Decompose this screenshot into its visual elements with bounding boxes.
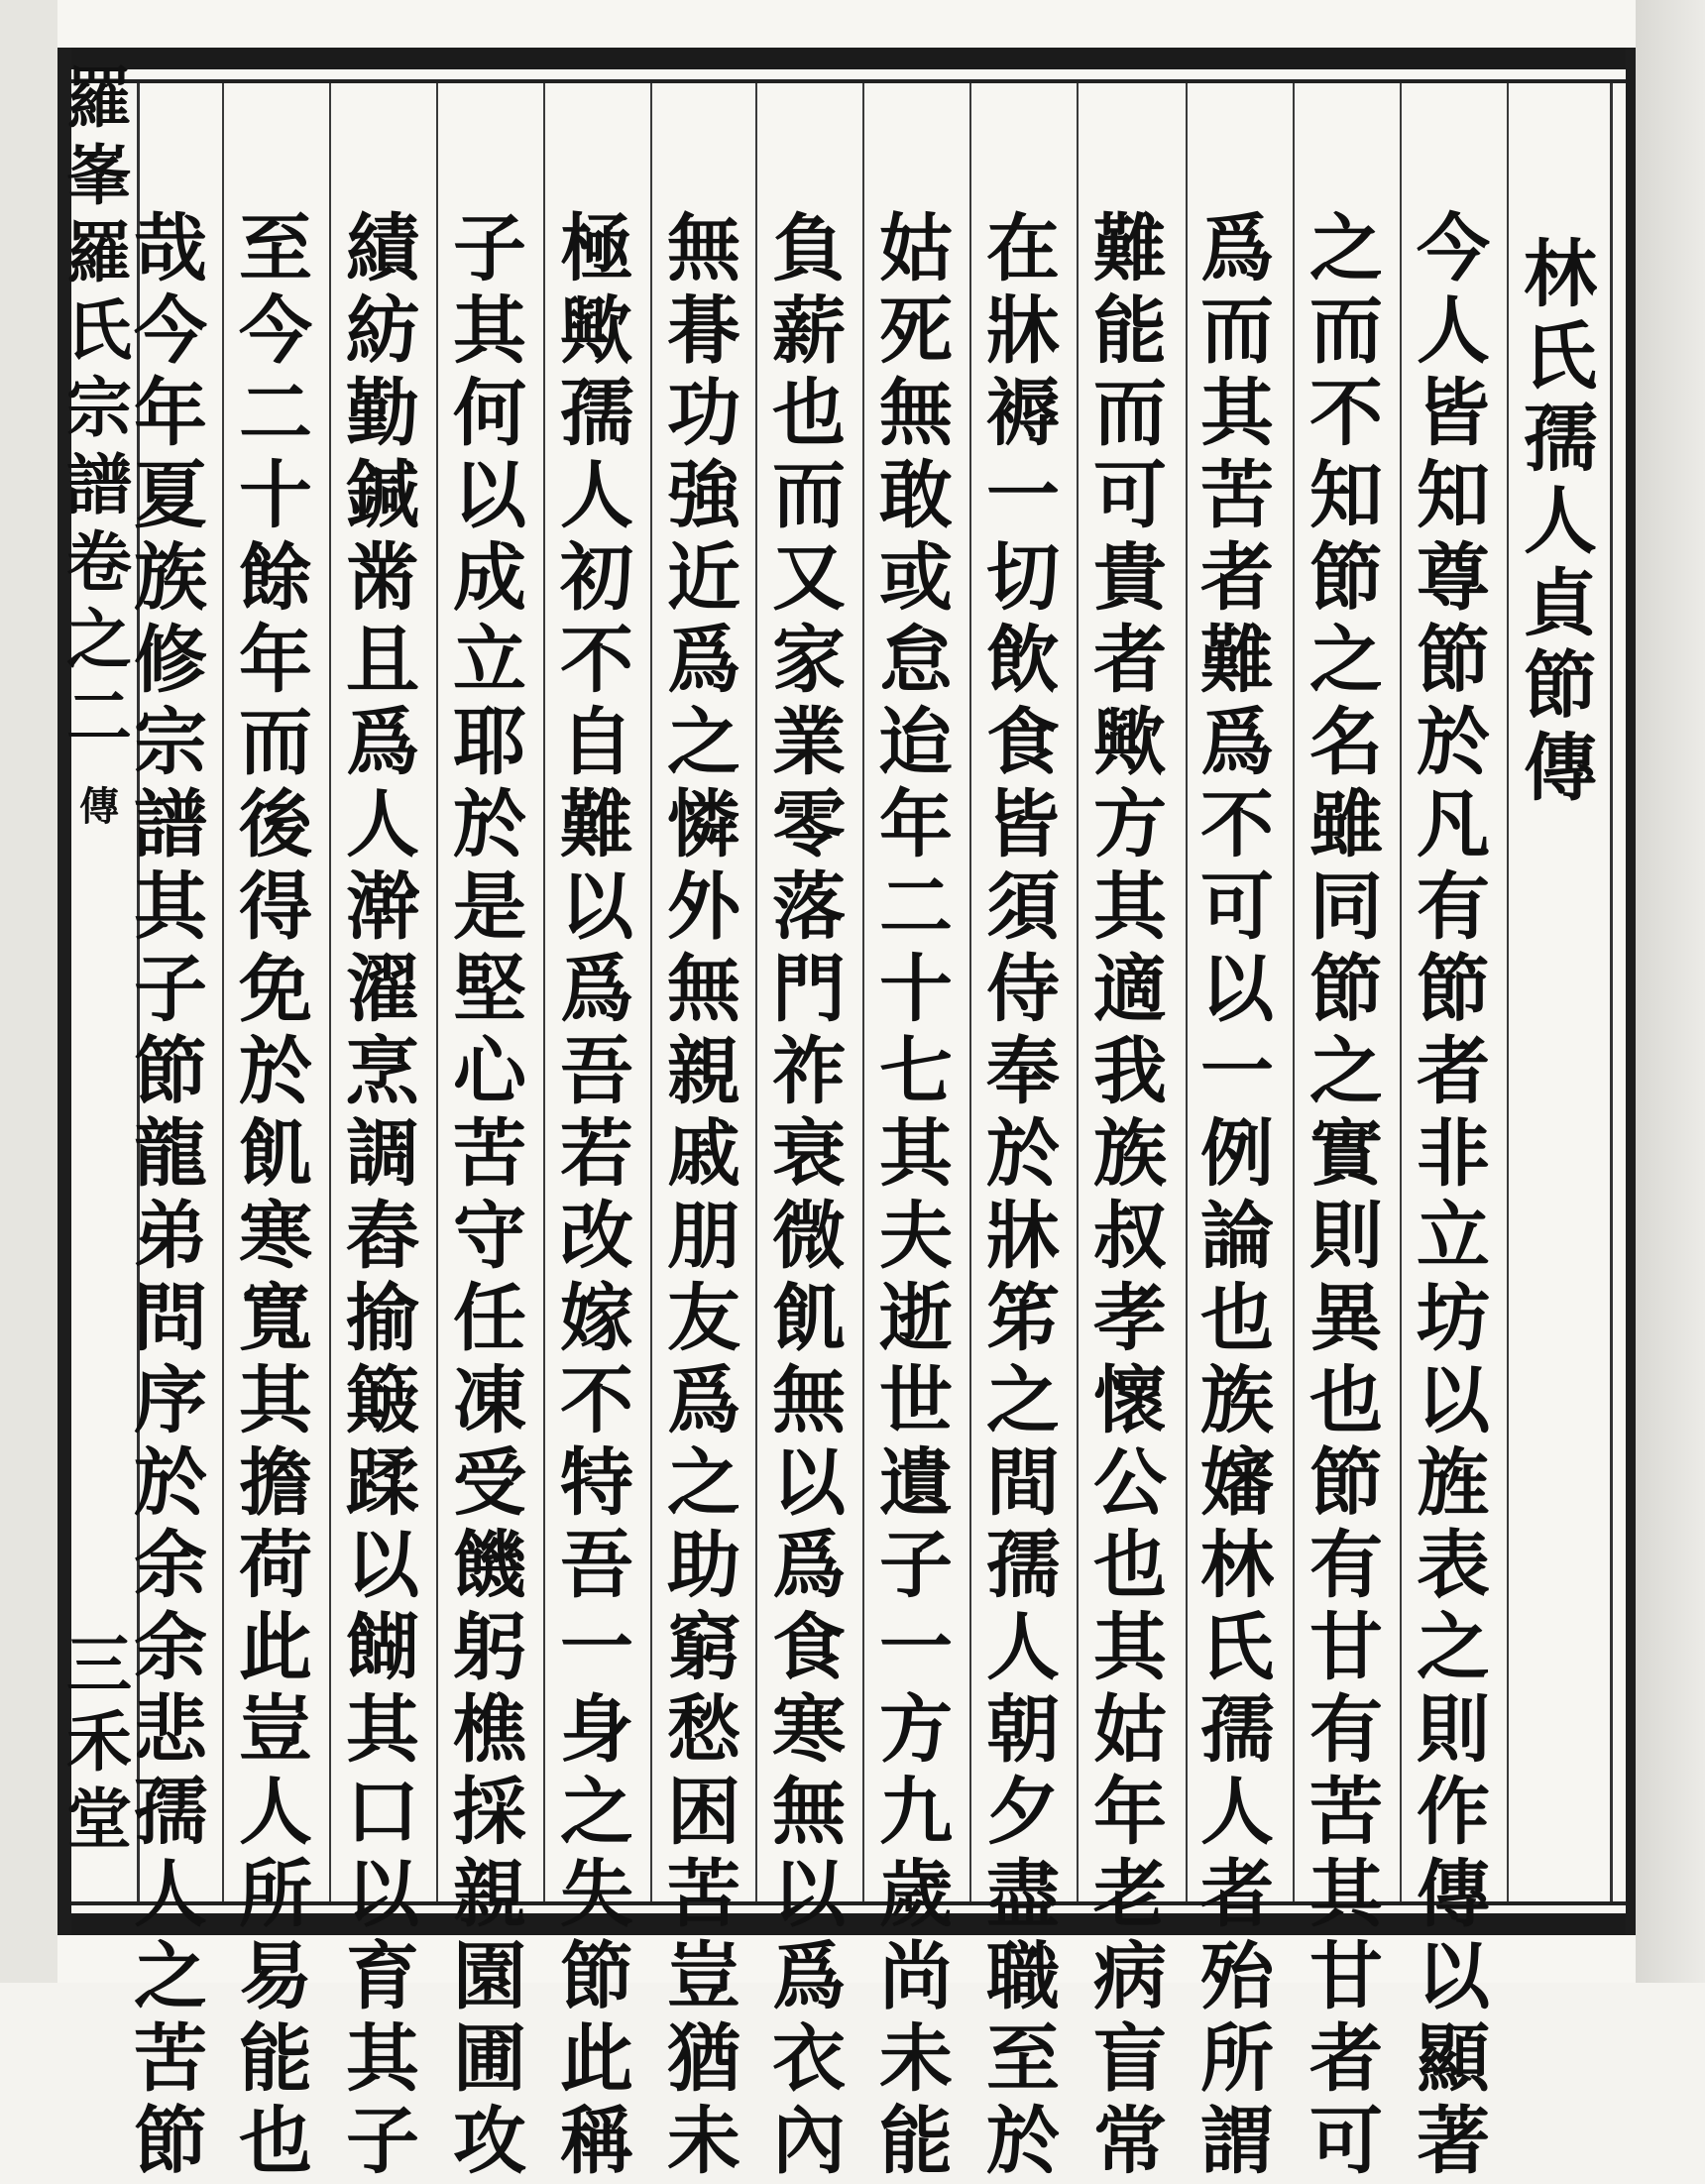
text-column: 今 人 皆 知 尊 節 於 凡 有 節 者 非 立 坊 以 旌 表 之 則 作 傳 以 顯 著: [1417, 206, 1490, 2184]
right-paper-edge: [1636, 0, 1705, 1983]
column-divider: [1400, 83, 1402, 1901]
text-column: 負 薪 也 而 又 家 業 零 落 門 祚 衰 微 飢 無 以 爲 食 寒 無 以 爲 衣 內: [772, 206, 846, 2184]
text-column: 哉 今 年 夏 族 修 宗 譜 其 子 節 龍 弟 問 序 於 余 余 悲 孺 人 之 苦 節: [134, 206, 207, 2184]
text-column: 無 朞 功 強 近 爲 之 憐 外 無 親 戚 朋 友 爲 之 助 窮 愁 困 苦 豈 猶 未: [667, 206, 740, 2184]
margin-book-title: 羅 峯 羅 氏 宗 譜 卷 之 二: [66, 59, 132, 755]
margin-hall-name: 三 禾 堂: [66, 1626, 132, 1858]
column-divider: [1293, 83, 1295, 1901]
column-divider: [650, 83, 652, 1901]
column-divider: [436, 83, 438, 1901]
text-column: 爲 而 其 苦 者 難 爲 不 可 以 一 例 論 也 族 嬸 林 氏 孺 人 者 殆 所 謂: [1200, 206, 1274, 2184]
frame-top-border: [69, 48, 1634, 69]
margin-section-label: 傳: [79, 783, 119, 830]
text-column: 在 牀 褥 一 切 飲 食 皆 須 侍 奉 於 牀 笫 之 間 孺 人 朝 夕 盡 職 至 於: [986, 206, 1060, 2184]
column-divider: [969, 83, 971, 1901]
text-column: 至 今 二 十 餘 年 而 後 得 免 於 飢 寒 寬 其 擔 荷 此 豈 人 所 易 能 也: [239, 206, 312, 2184]
column-divider: [543, 83, 545, 1901]
column-divider: [329, 83, 331, 1901]
frame-right-inner-line: [1610, 83, 1613, 1901]
left-paper-edge: [0, 0, 57, 1983]
text-column: 極 歟 孺 人 初 不 自 難 以 爲 吾 若 改 嫁 不 特 吾 一 身 之 失 節 此 稱: [560, 206, 633, 2184]
column-divider: [1077, 83, 1079, 1901]
biography-title: 林 氏 孺 人 貞 節 傳: [1524, 232, 1597, 811]
text-column: 之 而 不 知 節 之 名 雖 同 節 之 實 則 異 也 節 有 甘 有 苦 其 甘 者 可: [1309, 206, 1383, 2184]
text-column: 難 能 而 可 貴 者 歟 方 其 適 我 族 叔 孝 懷 公 也 其 姑 年 老 病 盲 常: [1093, 206, 1167, 2184]
text-column: 子 其 何 以 成 立 耶 於 是 堅 心 苦 守 任 凍 受 饑 躬 樵 採 親 園 圃 攻: [453, 206, 526, 2184]
column-divider: [862, 83, 864, 1901]
frame-right-border: [1626, 48, 1636, 1935]
text-column: 績 紡 勤 鍼 黹 且 爲 人 澣 濯 烹 調 舂 揄 簸 蹂 以 餬 其 口 以 育 其 子: [346, 206, 419, 2184]
text-column: 姑 死 無 敢 或 怠 迨 年 二 十 七 其 夫 逝 世 遺 子 一 方 九 歲 尚 未 能: [879, 206, 953, 2184]
column-divider: [1507, 83, 1509, 1901]
column-divider: [755, 83, 757, 1901]
column-divider: [222, 83, 224, 1901]
